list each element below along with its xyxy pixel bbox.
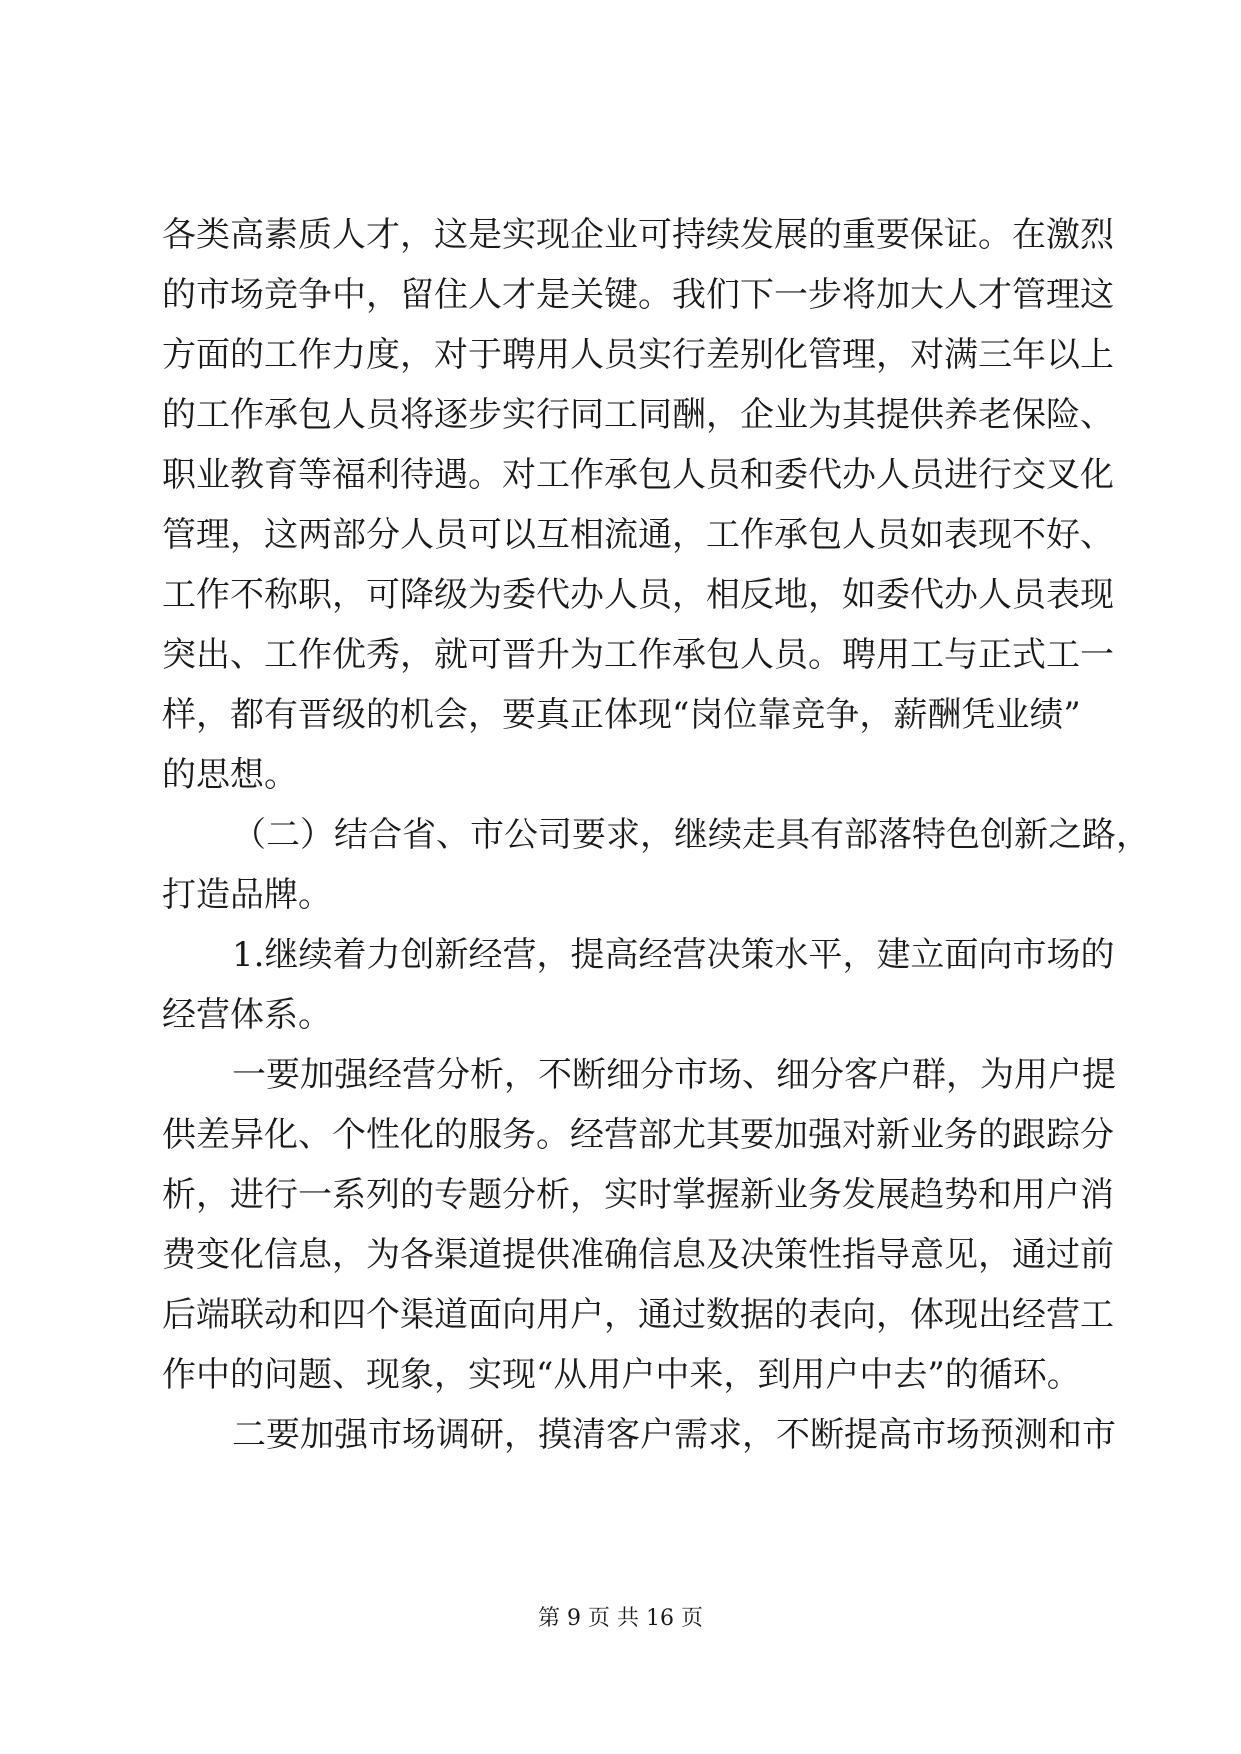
text-line: 突出、工作优秀，就可晋升为工作承包人员。聘用工与正式工一 (162, 635, 1114, 675)
text-line: 的工作承包人员将逐步实行同工同酬，企业为其提供养老保险、 (162, 395, 1114, 435)
text-line: 的市场竞争中，留住人才是关键。我们下一步将加大人才管理这 (162, 275, 1114, 315)
text-line: 一要加强经营分析，不断细分市场、细分客户群，为用户提 (232, 1055, 1116, 1095)
section-heading-line: （二）结合省、市公司要求，继续走具有部落特色创新之路， (232, 815, 1150, 855)
page-number-footer: 第 9 页 共 16 页 (538, 1606, 703, 1631)
section-heading-line: 打造品牌。 (162, 875, 332, 915)
text-line: 工作不称职，可降级为委代办人员，相反地，如委代办人员表现 (162, 575, 1114, 615)
text-line: 供差异化、个性化的服务。经营部尤其要加强对新业务的跟踪分 (162, 1115, 1114, 1155)
text-line: 样，都有晋级的机会，要真正体现“岗位靠竞争，薪酬凭业绩” (162, 695, 1081, 735)
text-line: 费变化信息，为各渠道提供准确信息及决策性指导意见，通过前 (162, 1235, 1114, 1275)
text-line: 管理，这两部分人员可以互相流通，工作承包人员如表现不好、 (162, 515, 1114, 555)
subsection-heading-line: 经营体系。 (162, 995, 332, 1035)
text-line: 析，进行一系列的专题分析，实时掌握新业务发展趋势和用户消 (162, 1175, 1114, 1215)
text-line: 方面的工作力度，对于聘用人员实行差别化管理，对满三年以上 (162, 335, 1114, 375)
text-line: 后端联动和四个渠道面向用户，通过数据的表向，体现出经营工 (162, 1295, 1114, 1335)
text-line: 各类高素质人才，这是实现企业可持续发展的重要保证。在激烈 (162, 215, 1114, 255)
subsection-heading-line: 1.继续着力创新经营，提高经营决策水平，建立面向市场的 (232, 935, 1115, 975)
text-line: 职业教育等福利待遇。对工作承包人员和委代办人员进行交叉化 (162, 455, 1114, 495)
text-line: 作中的问题、现象，实现“从用户中来，到用户中去”的循环。 (162, 1355, 1081, 1395)
text-line: 的思想。 (162, 755, 298, 795)
text-line: 二要加强市场调研，摸清客户需求，不断提高市场预测和市 (232, 1415, 1116, 1455)
